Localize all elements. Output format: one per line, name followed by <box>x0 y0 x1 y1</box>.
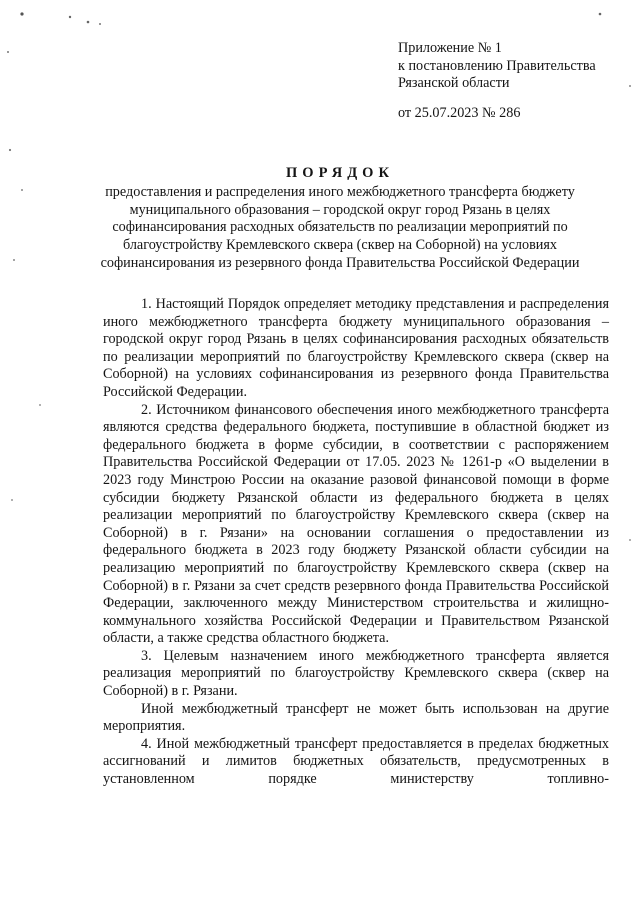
appendix-resolution: к постановлению Правительства <box>398 57 596 74</box>
paragraph-1: 1. Настоящий Порядок определяет методику представления и распределения иного межбюджетного трансферта бюджету муниципального образования – городской округ город Рязань в целях софинансирования расходных обязательств по реализации мероприятий по благоустройству Кремлевского сквера (сквер на Соборной) на условиях софинансирования из резервного фонда Правительства Российской Федерации. <box>103 296 609 400</box>
paragraph-4: 4. Иной межбюджетный трансферт предоставляется в пределах бюджетных ассигнований и лимитов бюджетных обязательств, предусмотренных в установленном порядке министерству топливно- <box>103 735 609 788</box>
title-caption: ПОРЯДОК <box>286 165 394 181</box>
appendix-region: Рязанской области <box>398 75 510 91</box>
document-title <box>90 165 590 273</box>
paragraph-3: 3. Целевым назначением иного межбюджетного трансферта является реализация мероприятий по благоустройству Кремлевского сквера (сквер на Соборной) в г. Рязани. <box>103 647 609 700</box>
appendix-date: от 25.07.2023 № 286 <box>398 104 521 121</box>
paragraph-2: 2. Источником финансового обеспечения иного межбюджетного трансферта являются средства федерального бюджета, поступившие в областной бюджет из федерального бюджета в форме субсидии, в соответствии с распоряжением Правительства Российской Федерации от 17.05. 2023 № 1261-р «О выделении в 2023 году Минстрою России на оказание разовой финансовой помощи в форме субсидии бюджету Рязанской области из федерального бюджета в целях реализации мероприятий по благоустройству Кремлевского сквера (сквер на Соборной) в г. Рязани» на основании соглашения о предоставлении из федерального бюджета в 2023 году бюджету Рязанской области субсидии на реализацию мероприятий по благоустройству Кремлевского сквера (сквер на Соборной) в г. Рязани за счет средств резервного фонда Правительства Российской Федерации, заключенного между Министерством строительства и жилищно-коммунального хозяйства Российской Федерации и Правительством Рязанской области, а также средства областного бюджета. <box>103 401 609 647</box>
title-subtitle: предоставления и распределения иного межбюджетного трансферта бюджету муниципального образования – городской округ город Рязань в целях софинансирования расходных обязательств по реализации мероприятий по благоустройству Кремлевского сквера (сквер на Соборной) на условиях софинансирования из резервного фонда Правительства Российской Федерации <box>100 183 580 271</box>
paragraph-3-note: Иной межбюджетный трансферт не может быть использован на другие мероприятия. <box>103 700 609 735</box>
appendix-header <box>398 40 596 122</box>
appendix-number: Приложение № 1 <box>398 40 502 56</box>
document-body <box>103 296 609 789</box>
